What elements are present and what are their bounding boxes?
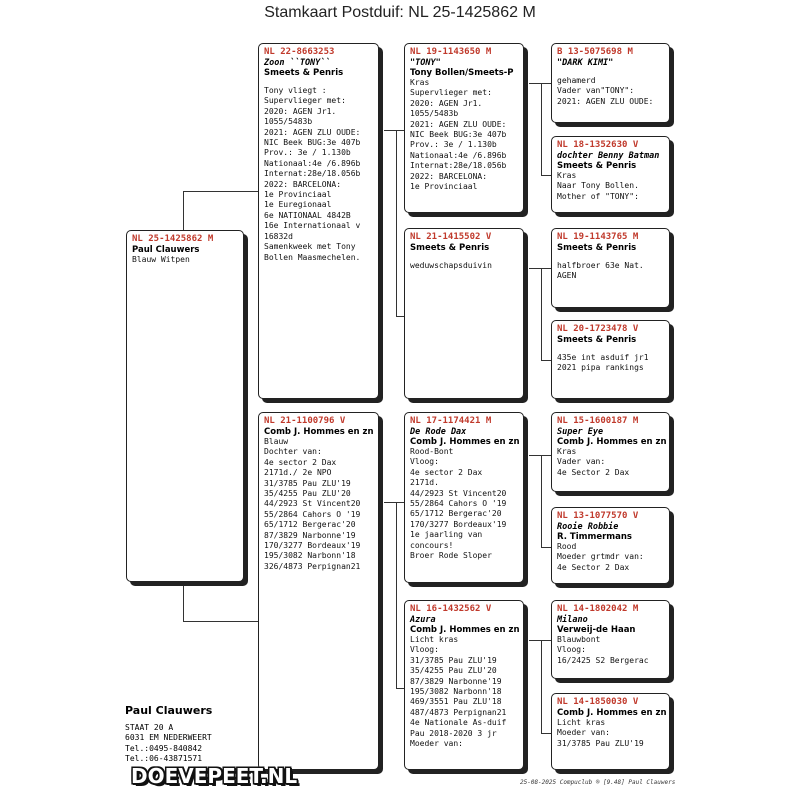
ss-breeder: Tony Bollen/Smeets-P <box>410 68 514 78</box>
dd-card <box>404 600 524 770</box>
connector-subject-dam <box>183 621 260 622</box>
footer-text: 25-08-2025 Compuclub ® [9.48] Paul Clauwers <box>520 779 676 786</box>
sd-info: weduwschapsduivin <box>410 261 492 270</box>
ssd-card <box>551 136 670 213</box>
sds-info: halfbroer 63e Nat. AGEN <box>557 261 644 281</box>
page-title: Stamkaart Postduif: NL 25-1425862 M <box>264 4 536 21</box>
ssd-info: Kras Naar Tony Bollen. Mother of "TONY": <box>557 171 639 201</box>
dd-name: Azura <box>410 615 436 625</box>
sss-name: "DARK KIMI" <box>557 58 614 68</box>
sds-ring-number: NL 19-1143765 M <box>557 232 639 242</box>
owner-street: STAAT 20 A <box>125 722 174 732</box>
dam-card <box>258 412 379 770</box>
owner-name: Paul Clauwers <box>125 704 213 717</box>
dam-ring-number: NL 21-1100796 V <box>264 416 346 426</box>
ssd-breeder: Smeets & Penris <box>557 161 637 171</box>
connector-dd-h1 <box>529 640 553 641</box>
dds-ring-number: NL 14-1802042 M <box>557 604 639 614</box>
sd-card <box>404 228 524 399</box>
sire-card <box>258 43 379 399</box>
connector-ds-h1 <box>529 455 553 456</box>
dds-info: Blauwbont Vloog: 16/2425 S2 Bergerac <box>557 635 649 665</box>
ds-breeder: Comb J. Hommes en zn <box>410 437 520 447</box>
sire-name: Zoon ``TONY`` <box>264 58 331 68</box>
owner-phone-2: Tel.:06-43871571 <box>125 754 203 764</box>
sd-ring-number: NL 21-1415502 V <box>410 232 492 242</box>
ss-name: "TONY" <box>410 58 441 68</box>
ddd-ring-number: NL 14-1850030 V <box>557 697 639 707</box>
connector-ds <box>541 455 542 547</box>
sire-breeder: Smeets & Penris <box>264 68 344 78</box>
ss-card <box>404 43 524 213</box>
owner-phone-1: Tel.:0495-840842 <box>125 743 203 753</box>
ssd-name: dochter Benny Batman <box>557 151 660 161</box>
ds-name: De Rode Dax <box>410 427 467 437</box>
dss-ring-number: NL 15-1600187 M <box>557 416 639 426</box>
subject-ring-number: NL 25-1425862 M <box>132 234 214 244</box>
connector-ss <box>541 83 542 175</box>
sds-breeder: Smeets & Penris <box>557 243 637 253</box>
sds-card <box>551 228 670 308</box>
connector-dam-ds <box>384 502 406 503</box>
ds-ring-number: NL 17-1174421 M <box>410 416 492 426</box>
sdd-breeder: Smeets & Penris <box>557 335 637 345</box>
sdd-card <box>551 320 670 399</box>
dds-name: Milano <box>557 615 588 625</box>
connector-subject-sire <box>183 191 260 192</box>
connector-sd-h1 <box>529 268 553 269</box>
dsd-card <box>551 507 670 584</box>
dss-info: Kras Vader van: 4e Sector 2 Dax <box>557 447 630 477</box>
sdd-ring-number: NL 20-1723478 V <box>557 324 639 334</box>
ss-ring-number: NL 19-1143650 M <box>410 47 492 57</box>
sss-ring-number: B 13-5075698 M <box>557 47 633 57</box>
sss-card <box>551 43 670 123</box>
sd-breeder: Smeets & Penris <box>410 243 490 253</box>
connector-dam <box>396 502 397 688</box>
dam-info: Blauw Dochter van: 4e sector 2 Dax 2171d./ 2e NPO 31/3785 Pau ZLU'19 35/4255 Pau ZLU'20 44/2923 St Vincent20 55/2864 Cahors O '19 65/1712 Bergerac'20 87/3829 Narbonne'19 170/3277 Bordeaux'19 195/3082 Narbonn'18 326/4873 Perpignan21 <box>264 437 361 571</box>
connector-sd <box>541 268 542 360</box>
sire-ring-number: NL 22-8663253 <box>264 47 335 57</box>
ddd-breeder: Comb J. Hommes en zn <box>557 708 667 718</box>
ds-info: Rood-Bont Vloog: 4e sector 2 Dax 2171d. 44/2923 St Vincent20 55/2864 Cahors O '19 65/1712 Bergerac'20 170/3277 Bordeaux'19 1e jaarling van concours! Broer Rode Sloper <box>410 447 507 561</box>
connector-sire <box>396 130 397 316</box>
sss-info: gehamerd Vader van"TONY": 2021: AGEN ZLU OUDE: <box>557 76 654 106</box>
connector-sire-ss <box>384 130 406 131</box>
dd-ring-number: NL 16-1432562 V <box>410 604 492 614</box>
dd-breeder: Comb J. Hommes en zn <box>410 625 520 635</box>
dam-breeder: Comb J. Hommes en zn <box>264 427 374 437</box>
dss-name: Super Eye <box>557 427 604 437</box>
connector-ss-h1 <box>529 83 553 84</box>
owner-block <box>125 706 212 765</box>
ssd-ring-number: NL 18-1352630 V <box>557 140 639 150</box>
connector-dd <box>541 640 542 733</box>
sdd-info: 435e int asduif jr1 2021 pipa rankings <box>557 353 649 373</box>
dds-card <box>551 600 670 679</box>
dd-info: Licht kras Vloog: 31/3785 Pau ZLU'19 35/4255 Pau ZLU'20 87/3829 Narbonne'19 195/3082 Narbonn'18 469/3551 Pau ZLU'18 487/4873 Perpignan21 4e Nationale As-duif Pau 2018-2020 3 jr Moeder van: <box>410 635 507 749</box>
owner-city: 6031 EM NEDERWEERT <box>125 733 212 743</box>
sire-info: Tony vliegt : Supervlieger met: 2020: AGEN Jr1. 1055/5483b 2021: AGEN ZLU OUDE: NIC Beek BUG:3e 407b Prov.: 3e / 1.130b Nationaal:4e /6.896b Internat:28e/18.056b 2022: BARCELONA: 1e Provinciaal 1e Euregionaal 6e NATIONAAL 4842B 16e Internationaal v 16832d Samenkweek met Tony Bollen Maasmechelen. <box>264 86 361 262</box>
dss-card <box>551 412 670 492</box>
dsd-info: Rood Moeder grtmdr van: 4e Sector 2 Dax <box>557 542 644 572</box>
dsd-ring-number: NL 13-1077570 V <box>557 511 639 521</box>
dss-breeder: Comb J. Hommes en zn <box>557 437 667 447</box>
watermark-logo: DOEVEPEET.NL <box>131 764 298 788</box>
dsd-breeder: R. Timmermans <box>557 532 632 542</box>
ds-card <box>404 412 524 583</box>
ss-info: Kras Supervlieger met: 2020: AGEN Jr1. 1055/5483b 2021: AGEN ZLU OUDE: NIC Beek BUG:3e 407b Prov.: 3e / 1.130b Nationaal:4e /6.896b Internat:28e/18.056b 2022: BARCELONA: 1e Provinciaal <box>410 78 507 192</box>
subject-card <box>126 230 244 582</box>
ddd-card <box>551 693 670 770</box>
dds-breeder: Verweij-de Haan <box>557 625 636 635</box>
dsd-name: Rooie Robbie <box>557 522 619 532</box>
subject-breeder: Paul Clauwers <box>132 245 200 255</box>
ddd-info: Licht kras Moeder van: 31/3785 Pau ZLU'19 <box>557 718 644 748</box>
subject-info: Blauw Witpen <box>132 255 190 264</box>
